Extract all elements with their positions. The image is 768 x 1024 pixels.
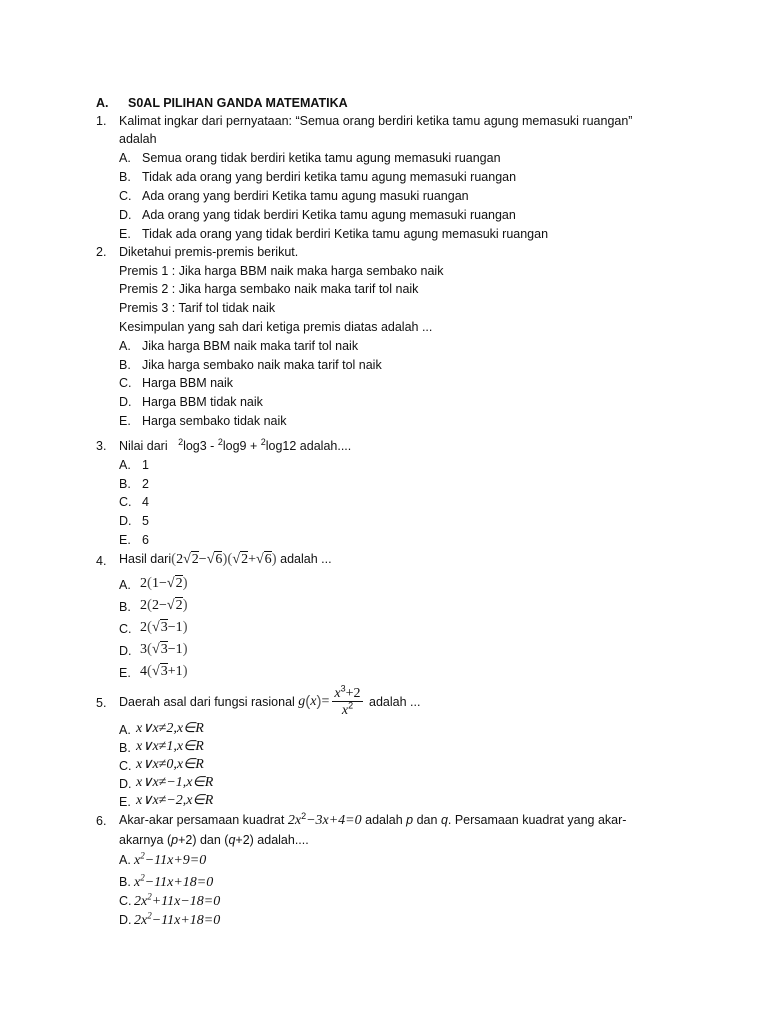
q5-fn-var: x: [310, 694, 317, 709]
q2-option-d-label: D.: [119, 395, 132, 409]
q4-radicand-2b: 2: [241, 552, 249, 567]
q6-option-exp: 2: [147, 891, 152, 902]
q2-conclusion: Kesimpulan yang sah dari ketiga premis diatas adalah ...: [119, 320, 433, 334]
q2-option-c-text: Harga BBM naik: [142, 376, 234, 390]
q2-number: 2.: [96, 245, 107, 259]
q6-option-exp: 2: [140, 850, 145, 861]
q4-option-op: −: [159, 598, 167, 613]
q4-option-radicand: 3: [160, 642, 168, 657]
q5-option-b-text: x∨x≠1,x∈R: [136, 739, 204, 754]
q4-option-after: −1: [167, 642, 183, 657]
q4-option-radicand: 2: [175, 598, 183, 613]
q6-option-rest: −11x+18=0: [144, 875, 214, 890]
q5-option-e-text: x∨x≠−2,x∈R: [136, 793, 214, 808]
q3-term-2: log9 +: [222, 439, 261, 453]
q5-option-c-text: x∨x≠0,x∈R: [136, 757, 204, 772]
q6-number: 6.: [96, 814, 107, 828]
q6-option-lead: x: [134, 853, 141, 868]
q6-option-lead: 2x: [134, 913, 148, 928]
q5-prefix: Daerah asal dari fungsi rasional: [119, 695, 295, 709]
q1-option-d-text: Ada orang yang tidak berdiri Ketika tamu agung memasuki ruangan: [142, 208, 516, 222]
q3-option-a-label: A.: [119, 458, 131, 472]
q4-option-e-expression: 4(√3+1): [140, 663, 188, 679]
q5-option-a-text: x∨x≠2,x∈R: [136, 721, 204, 736]
q4-option-b-label: B.: [119, 600, 131, 614]
q4-option-coef: 4: [140, 664, 147, 679]
q3-option-c-label: C.: [119, 495, 132, 509]
q4-prefix: Hasil dari: [119, 552, 172, 566]
q4-option-a-expression: 2(1−√2): [140, 575, 188, 591]
q5-option-d-label: D.: [119, 777, 132, 791]
q6-mid2: dan: [416, 813, 438, 827]
q3-stem: [119, 438, 351, 454]
q6-option-d-label: D.: [119, 913, 132, 927]
q4-option-b-expression: 2(2−√2): [140, 597, 188, 613]
q6-option-a-expression: [134, 850, 207, 869]
q2-premise-1: Premis 1 : Jika harga BBM naik maka harga sembako naik: [119, 264, 444, 278]
q1-option-c-text: Ada orang yang berdiri Ketika tamu agung masuki ruangan: [142, 189, 469, 203]
q5-fn-name: g: [298, 694, 306, 709]
q4-option-d-expression: 3(√3−1): [140, 641, 188, 657]
q2-option-a-label: A.: [119, 339, 131, 353]
q6-eq-b: −3x+4=0: [306, 813, 362, 828]
q3-number: 3.: [96, 439, 107, 453]
q4-option-coef: 2: [140, 598, 147, 613]
q4-number: 4.: [96, 554, 107, 568]
q6-line2-mid: +2) dan (: [178, 833, 229, 847]
q3-log-base-3: 2: [260, 436, 266, 447]
q6-stem-line2: [119, 832, 309, 848]
q6-option-c-label: C.: [119, 894, 132, 908]
q1-option-e-label: E.: [119, 227, 131, 241]
q6-option-lead: 2x: [134, 894, 148, 909]
q6-option-b-label: B.: [119, 875, 131, 889]
q6-option-b-expression: [134, 872, 214, 891]
q4-radicand-6: 6: [215, 552, 223, 567]
q3-option-d-label: D.: [119, 514, 132, 528]
q4-option-after: +1: [167, 664, 183, 679]
q6-mid3: . Persamaan kuadrat yang akar-: [447, 813, 627, 827]
q1-option-a-text: Semua orang tidak berdiri ketika tamu agung memasuki ruangan: [142, 151, 501, 165]
q2-option-a-text: Jika harga BBM naik maka tarif tol naik: [142, 339, 359, 353]
q6-line2-end: +2) adalah....: [235, 833, 309, 847]
q3-log-base-1: 2: [178, 436, 184, 447]
q1-option-c-label: C.: [119, 189, 132, 203]
q4-option-coef: 2: [140, 576, 147, 591]
q3-log-base-2: 2: [217, 436, 223, 447]
q4-option-coef: 2: [140, 620, 147, 635]
q5-option-d-text: x∨x≠−1,x∈R: [136, 775, 214, 790]
q6-eq-a: 2x: [287, 813, 302, 828]
q4-option-radicand: 3: [160, 664, 168, 679]
q2-option-e-label: E.: [119, 414, 131, 428]
q4-option-d-label: D.: [119, 644, 132, 658]
q2-premise-3: Premis 3 : Tarif tol tidak naik: [119, 301, 276, 315]
q1-option-e-text: Tidak ada orang yang tidak berdiri Ketika tamu agung memasuki ruangan: [142, 227, 549, 241]
q6-option-c-expression: [134, 891, 221, 910]
q4-plus: +: [248, 552, 256, 567]
q6-option-exp: 2: [147, 910, 152, 921]
q4-option-radicand: 3: [160, 620, 168, 635]
q4-minus: −: [198, 552, 207, 567]
q4-option-after: −1: [167, 620, 183, 635]
q6-eq-exp: 2: [301, 810, 307, 821]
q5-num-exp: 3: [340, 683, 346, 694]
q6-q: q: [440, 813, 448, 827]
q4-stem: [119, 551, 332, 568]
q1-number: 1.: [96, 114, 107, 128]
q1-text-line1: Kalimat ingkar dari pernyataan: “Semua orang berdiri ketika tamu agung memasuki ruangan”: [119, 114, 633, 128]
q4-option-term: 1: [152, 576, 159, 591]
q6-line2-q: q: [228, 833, 236, 847]
q6-p: p: [406, 813, 414, 827]
q2-option-b-text: Jika harga sembako naik maka tarif tol naik: [142, 358, 382, 372]
q4-option-c-expression: 2(√3−1): [140, 619, 188, 635]
q2-premise-2: Premis 2 : Jika harga sembako naik maka tarif tol naik: [119, 282, 419, 296]
q4-option-c-label: C.: [119, 622, 132, 636]
q3-option-a-text: 1: [142, 458, 149, 472]
q6-option-lead: x: [134, 875, 141, 890]
q3-term-3: log12 adalah....: [265, 439, 352, 453]
q3-option-e-label: E.: [119, 533, 131, 547]
q2-text: Diketahui premis-premis berikut.: [119, 245, 299, 259]
q3-option-d-text: 5: [142, 514, 149, 528]
q2-option-b-label: B.: [119, 358, 131, 372]
q5-den-base: x: [341, 703, 349, 718]
q5-option-b-label: B.: [119, 741, 131, 755]
q6-option-rest: −11x+18=0: [151, 913, 221, 928]
q5-option-e-label: E.: [119, 795, 131, 809]
q4-option-radicand: 2: [175, 576, 183, 591]
q5-stem: Daerah asal dari fungsi rasional g ( x ) = $\frac{x^3+2}{x^2}$ adalah ...: [119, 683, 421, 718]
q5-num-rest: +2: [345, 686, 361, 701]
q5-fraction: [332, 683, 362, 718]
q3-term-1: log3 -: [183, 439, 218, 453]
q3-option-c-text: 4: [142, 495, 149, 509]
q5-number: 5.: [96, 696, 107, 710]
q6-option-rest: +11x−18=0: [151, 894, 221, 909]
q6-line2-p: p: [171, 833, 179, 847]
q2-option-d-text: Harga BBM tidak naik: [142, 395, 263, 409]
q4-radicand-6b: 6: [264, 552, 272, 567]
q6-mid1: adalah: [365, 813, 403, 827]
q4-option-coef: 3: [140, 642, 147, 657]
q5-suffix: adalah ...: [369, 695, 421, 709]
q6-option-a-label: A.: [119, 853, 131, 867]
q3-option-e-text: 6: [142, 533, 149, 547]
q6-line2-start: akarnya (: [119, 833, 172, 847]
q6-option-d-expression: [134, 910, 221, 929]
q1-option-b-label: B.: [119, 170, 131, 184]
q1-option-b-text: Tidak ada orang yang berdiri ketika tamu agung memasuki ruangan: [142, 170, 517, 184]
q6-prefix: Akar-akar persamaan kuadrat: [119, 813, 285, 827]
q4-coef: 2: [176, 552, 184, 567]
q4-option-a-label: A.: [119, 578, 131, 592]
q4-option-op: −: [159, 576, 167, 591]
section-letter: A.: [96, 96, 109, 110]
q5-num-base: x: [334, 686, 341, 701]
q1-option-a-label: A.: [119, 151, 131, 165]
q5-option-a-label: A.: [119, 723, 131, 737]
q2-option-c-label: C.: [119, 376, 132, 390]
q3-option-b-label: B.: [119, 477, 131, 491]
q4-radicand-2: 2: [191, 552, 199, 567]
q5-den-exp: 2: [348, 700, 354, 711]
q4-option-e-label: E.: [119, 666, 131, 680]
q2-option-e-text: Harga sembako tidak naik: [142, 414, 287, 428]
q6-stem-line1: [119, 812, 626, 829]
q3-prefix: Nilai dari: [119, 439, 168, 453]
q4-suffix: adalah ...: [280, 552, 332, 566]
q6-option-rest: −11x+9=0: [144, 853, 207, 868]
q5-equals: =: [321, 694, 330, 709]
q1-option-d-label: D.: [119, 208, 132, 222]
section-title: S0AL PILIHAN GANDA MATEMATIKA: [128, 96, 348, 110]
q3-option-b-text: 2: [142, 477, 149, 491]
q5-option-c-label: C.: [119, 759, 132, 773]
q6-option-exp: 2: [140, 872, 145, 883]
q4-option-term: 2: [152, 598, 159, 613]
q4-expression: (2√2−√6)(√2+√6): [171, 551, 277, 567]
q1-text-line2: adalah: [119, 132, 157, 146]
